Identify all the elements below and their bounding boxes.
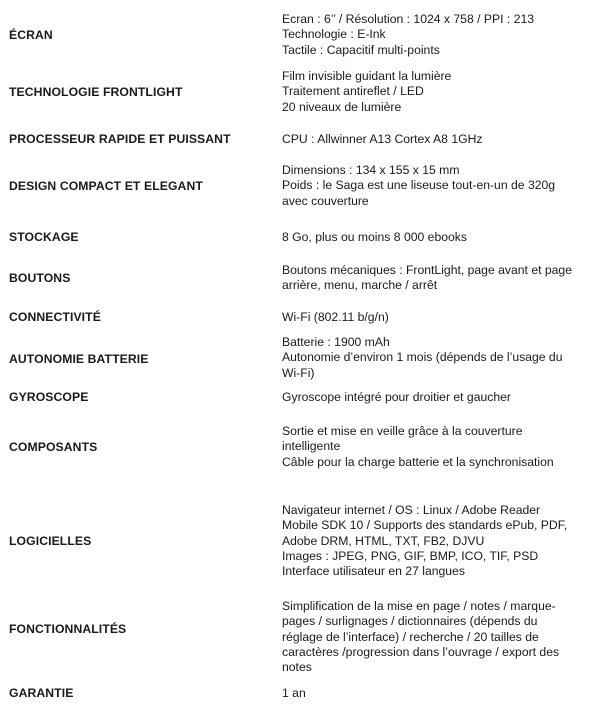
spec-value (282, 503, 604, 579)
spec-value-line: Poids : le Saga est une liseuse tout-en-un de 320g (282, 178, 556, 193)
spec-row-ecran (0, 12, 607, 58)
spec-value-line: 8 Go, plus ou moins 8 000 ebooks (282, 230, 467, 244)
spec-value-line: Dimensions : 134 x 155 x 15 mm (282, 163, 460, 177)
spec-value-line: Simplification de la mise en page / notes / marque- (282, 599, 556, 613)
spec-value-line: réglage de l’interface) / recherche / 20 tailles de (282, 629, 539, 644)
spec-value (282, 335, 604, 381)
spec-value (282, 599, 604, 675)
spec-label: ÉCRAN (9, 28, 53, 42)
spec-value (282, 686, 604, 701)
spec-label: LOGICIELLES (9, 534, 92, 548)
spec-value-line: Boutons mécaniques : FrontLight, page avant et page (282, 263, 572, 277)
spec-row-garantie (0, 685, 607, 701)
spec-value-line: Mobile SDK 10 / Supports des standards ePub, PDF, (282, 518, 568, 533)
spec-label: TECHNOLOGIE FRONTLIGHT (9, 85, 183, 99)
spec-value-line: avec couverture (282, 193, 369, 208)
spec-row-autonomie (0, 335, 607, 381)
spec-label: GYROSCOPE (9, 390, 89, 404)
spec-label: DESIGN COMPACT ET ELEGANT (9, 179, 203, 193)
spec-value (282, 132, 604, 147)
spec-label: FONCTIONNALITÉS (9, 622, 127, 636)
spec-value-line: Adobe DRM, HTML, TXT, FB2, DJVU (282, 533, 485, 548)
spec-value-line: 1 an (282, 686, 306, 700)
spec-value-line: CPU : Allwinner A13 Cortex A8 1GHz (282, 132, 483, 146)
spec-row-composants (0, 424, 607, 470)
spec-value-line: Wi-Fi) (282, 365, 315, 380)
spec-value-line: Film invisible guidant la lumière (282, 69, 452, 83)
spec-value-line: Ecran : 6’’ / Résolution : 1024 x 758 / PPI : 213 (282, 12, 535, 26)
spec-value-line: Images : JPEG, PNG, GIF, BMP, ICO, TIF, PSD (282, 548, 539, 563)
spec-value-line: Tactile : Capacitif multi-points (282, 42, 440, 57)
spec-value (282, 310, 604, 325)
spec-value (282, 263, 604, 294)
spec-value-line: caractères /progression dans l’ouvrage / export des (282, 644, 560, 659)
spec-value-line: arrière, menu, marche / arrêt (282, 278, 438, 293)
spec-value-line: Interface utilisateur en 27 langues (282, 564, 465, 579)
spec-label: STOCKAGE (9, 230, 79, 244)
spec-label: BOUTONS (9, 271, 71, 285)
spec-value-line: Navigateur internet / OS : Linux / Adobe Reader (282, 503, 541, 517)
spec-label: CONNECTIVITÉ (9, 310, 101, 324)
spec-value-line: intelligente (282, 439, 341, 454)
spec-row-fonctionnalites (0, 599, 607, 676)
spec-value-line: notes (282, 660, 312, 675)
spec-label: GARANTIE (9, 686, 74, 700)
spec-value-line: pages / surlignages / dictionnaires (dépends du (282, 614, 538, 629)
spec-label: AUTONOMIE BATTERIE (9, 352, 149, 366)
spec-value (282, 69, 604, 115)
spec-row-gyroscope (0, 389, 607, 405)
spec-value (282, 230, 604, 245)
spec-value-line: 20 niveaux de lumière (282, 99, 402, 114)
spec-value-line: Câble pour la charge batterie et la synchronisation (282, 454, 554, 469)
spec-value (282, 163, 604, 209)
spec-value (282, 424, 604, 470)
spec-row-processeur (0, 131, 607, 147)
spec-value-line: Batterie : 1900 mAh (282, 335, 390, 349)
spec-value-line: Gyroscope intégré pour droitier et gaucher (282, 390, 511, 404)
spec-row-stockage (0, 229, 607, 245)
spec-value (282, 390, 604, 405)
spec-label: PROCESSEUR RAPIDE ET PUISSANT (9, 132, 231, 146)
spec-row-design (0, 163, 607, 209)
spec-row-connectivite (0, 309, 607, 325)
spec-value-line: Technologie : E-Ink (282, 27, 386, 42)
spec-row-frontlight (0, 69, 607, 115)
spec-value (282, 12, 604, 58)
spec-value-line: Wi-Fi (802.11 b/g/n) (282, 310, 389, 324)
spec-row-logicielles (0, 503, 607, 580)
spec-row-boutons (0, 263, 607, 294)
spec-value-line: Sortie et mise en veille grâce à la couverture (282, 424, 523, 438)
spec-value-line: Autonomie d’environ 1 mois (dépends de l’usage du (282, 350, 563, 365)
spec-label: COMPOSANTS (9, 440, 98, 454)
spec-value-line: Traitement antireflet / LED (282, 84, 424, 99)
